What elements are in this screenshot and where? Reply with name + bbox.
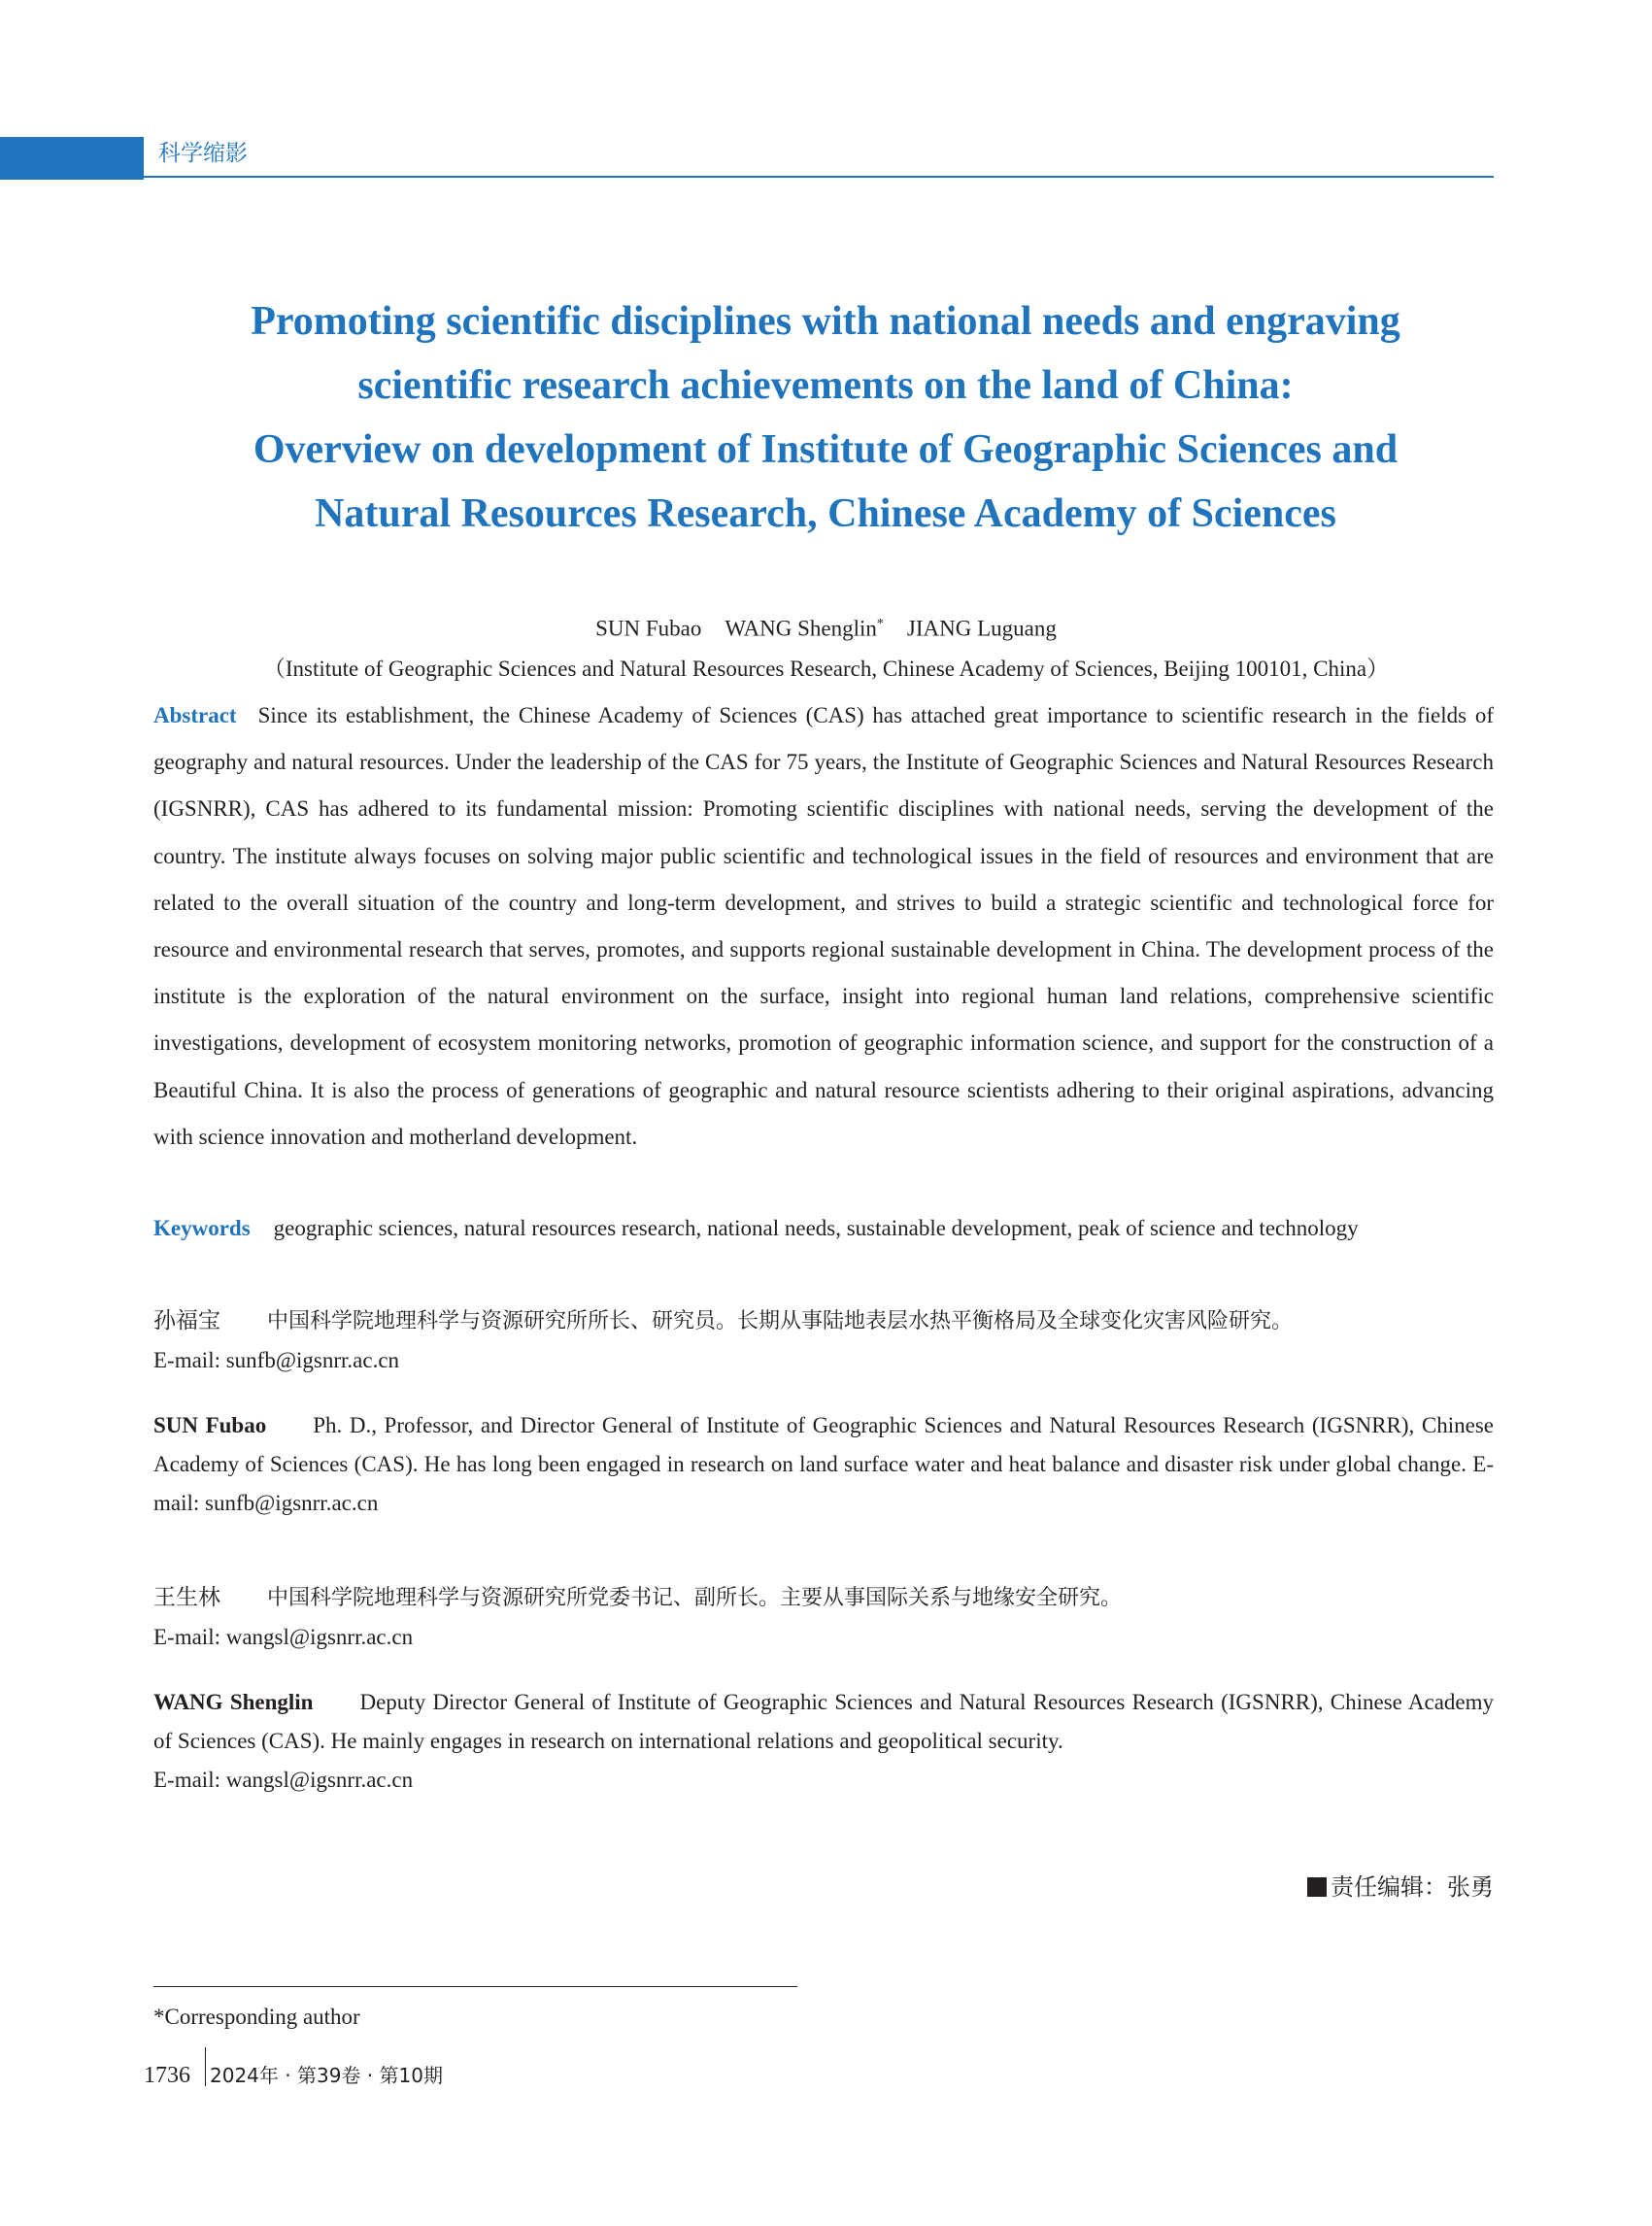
bio-text: 中国科学院地理科学与资源研究所所长、研究员。长期从事陆地表层水热平衡格局及全球变化灾害风险研究。: [267, 1309, 1294, 1333]
bio-email: E-mail: sunfb@igsnrr.ac.cn: [153, 1348, 400, 1372]
bio-text: Deputy Director General of Institute of Geographic Sciences and Natural Resources Research (IGSNRR), Chinese Academy of Sciences (CAS). He mainly engages in research on international relations and geopolitical security.: [153, 1690, 1495, 1753]
page-number: 1736: [144, 2063, 190, 2088]
footer-divider: [205, 2047, 206, 2086]
header-rule: [144, 176, 1494, 178]
bio-email: E-mail: wangsl@igsnrr.ac.cn: [153, 1768, 414, 1792]
author-name: JIANG Luguang: [906, 616, 1057, 641]
keywords-text: geographic sciences, natural resources research, national needs, sustainable development, peak of science and technology: [273, 1216, 1359, 1240]
header-accent-block: [0, 137, 144, 180]
bio-text: 中国科学院地理科学与资源研究所党委书记、副所长。主要从事国际关系与地缘安全研究。: [267, 1586, 1123, 1610]
bio-sun-english: [153, 1406, 1494, 1523]
bio-text: Ph. D., Professor, and Director General of Institute of Geographic Sciences and Natural Resources Research (IGSNRR), Chinese Academy of Sciences (CAS). He has long been engaged in research on land surface water and heat balance and disaster risk under global change. E-mail: sunfb@igsnrr.ac.cn: [153, 1413, 1494, 1515]
keywords-label: Keywords: [153, 1216, 251, 1240]
abstract-text: Since its establishment, the Chinese Academy of Sciences (CAS) has attached great importance to scientific research in the fields of geography and natural resources. Under the leadership of the CAS for 75 years, the Institute of Geographic Sciences and Natural Resources Research (IGSNRR), CAS has adhered to its fundamental mission: Promoting scientific disciplines with national needs, serving the development of the country. The institute always focuses on solving major public scientific and technological issues in the field of resources and environment that are related to the overall situation of the country and long-term development, and strives to build a strategic scientific and technological force for resource and environmental research that serves, promotes, and supports regional sustainable development in China. The development process of the institute is the exploration of the natural environment on the surface, insight into regional human land relations, comprehensive scientific investigations, development of ecosystem monitoring networks, promotion of geographic information science, and support for the construction of a Beautiful China. It is also the process of generations of geographic and natural resource scientists adhering to their original aspirations, advancing with science innovation and motherland development.: [153, 703, 1494, 1149]
title-line: Overview on development of Institute of Geographic Sciences and: [253, 427, 1399, 472]
bio-wang-english: [153, 1683, 1494, 1800]
author-list: [0, 610, 1652, 644]
title-line: scientific research achievements on the land of China:: [357, 363, 1294, 408]
section-title: 科学缩影: [158, 141, 248, 166]
abstract: [153, 692, 1494, 1161]
editor-text: 责任编辑：张勇: [1331, 1873, 1494, 1901]
author-name: WANG Shenglin: [725, 616, 877, 641]
issue-info: 2024年 · 第39卷 · 第10期: [210, 2064, 443, 2087]
affiliation: （Institute of Geographic Sciences and Natural Resources Research, Chinese Academy of Sciences, Beijing 100101, China）: [262, 657, 1390, 681]
abstract-label: Abstract: [153, 703, 237, 727]
bio-name: WANG Shenglin: [153, 1690, 314, 1714]
responsible-editor: [1272, 1871, 1494, 1904]
bio-name: 孙福宝: [153, 1308, 220, 1333]
author-name: SUN Fubao: [595, 616, 702, 641]
bio-email: E-mail: wangsl@igsnrr.ac.cn: [153, 1625, 414, 1649]
square-bullet-icon: [1307, 1877, 1327, 1897]
title-line: Natural Resources Research, Chinese Academy of Sciences: [315, 491, 1336, 536]
corresponding-mark: *: [876, 617, 884, 631]
footnote-rule: [153, 1986, 797, 1987]
bio-name: 王生林: [153, 1585, 220, 1610]
title-line: Promoting scientific disciplines with national needs and engraving: [251, 299, 1400, 344]
bio-name: SUN Fubao: [153, 1413, 267, 1437]
bio-sun-chinese: [153, 1301, 1494, 1380]
keywords: [153, 1211, 1503, 1246]
footnote: *Corresponding author: [153, 2005, 360, 2029]
article-title: [155, 289, 1496, 546]
bio-wang-chinese: [153, 1578, 1494, 1657]
